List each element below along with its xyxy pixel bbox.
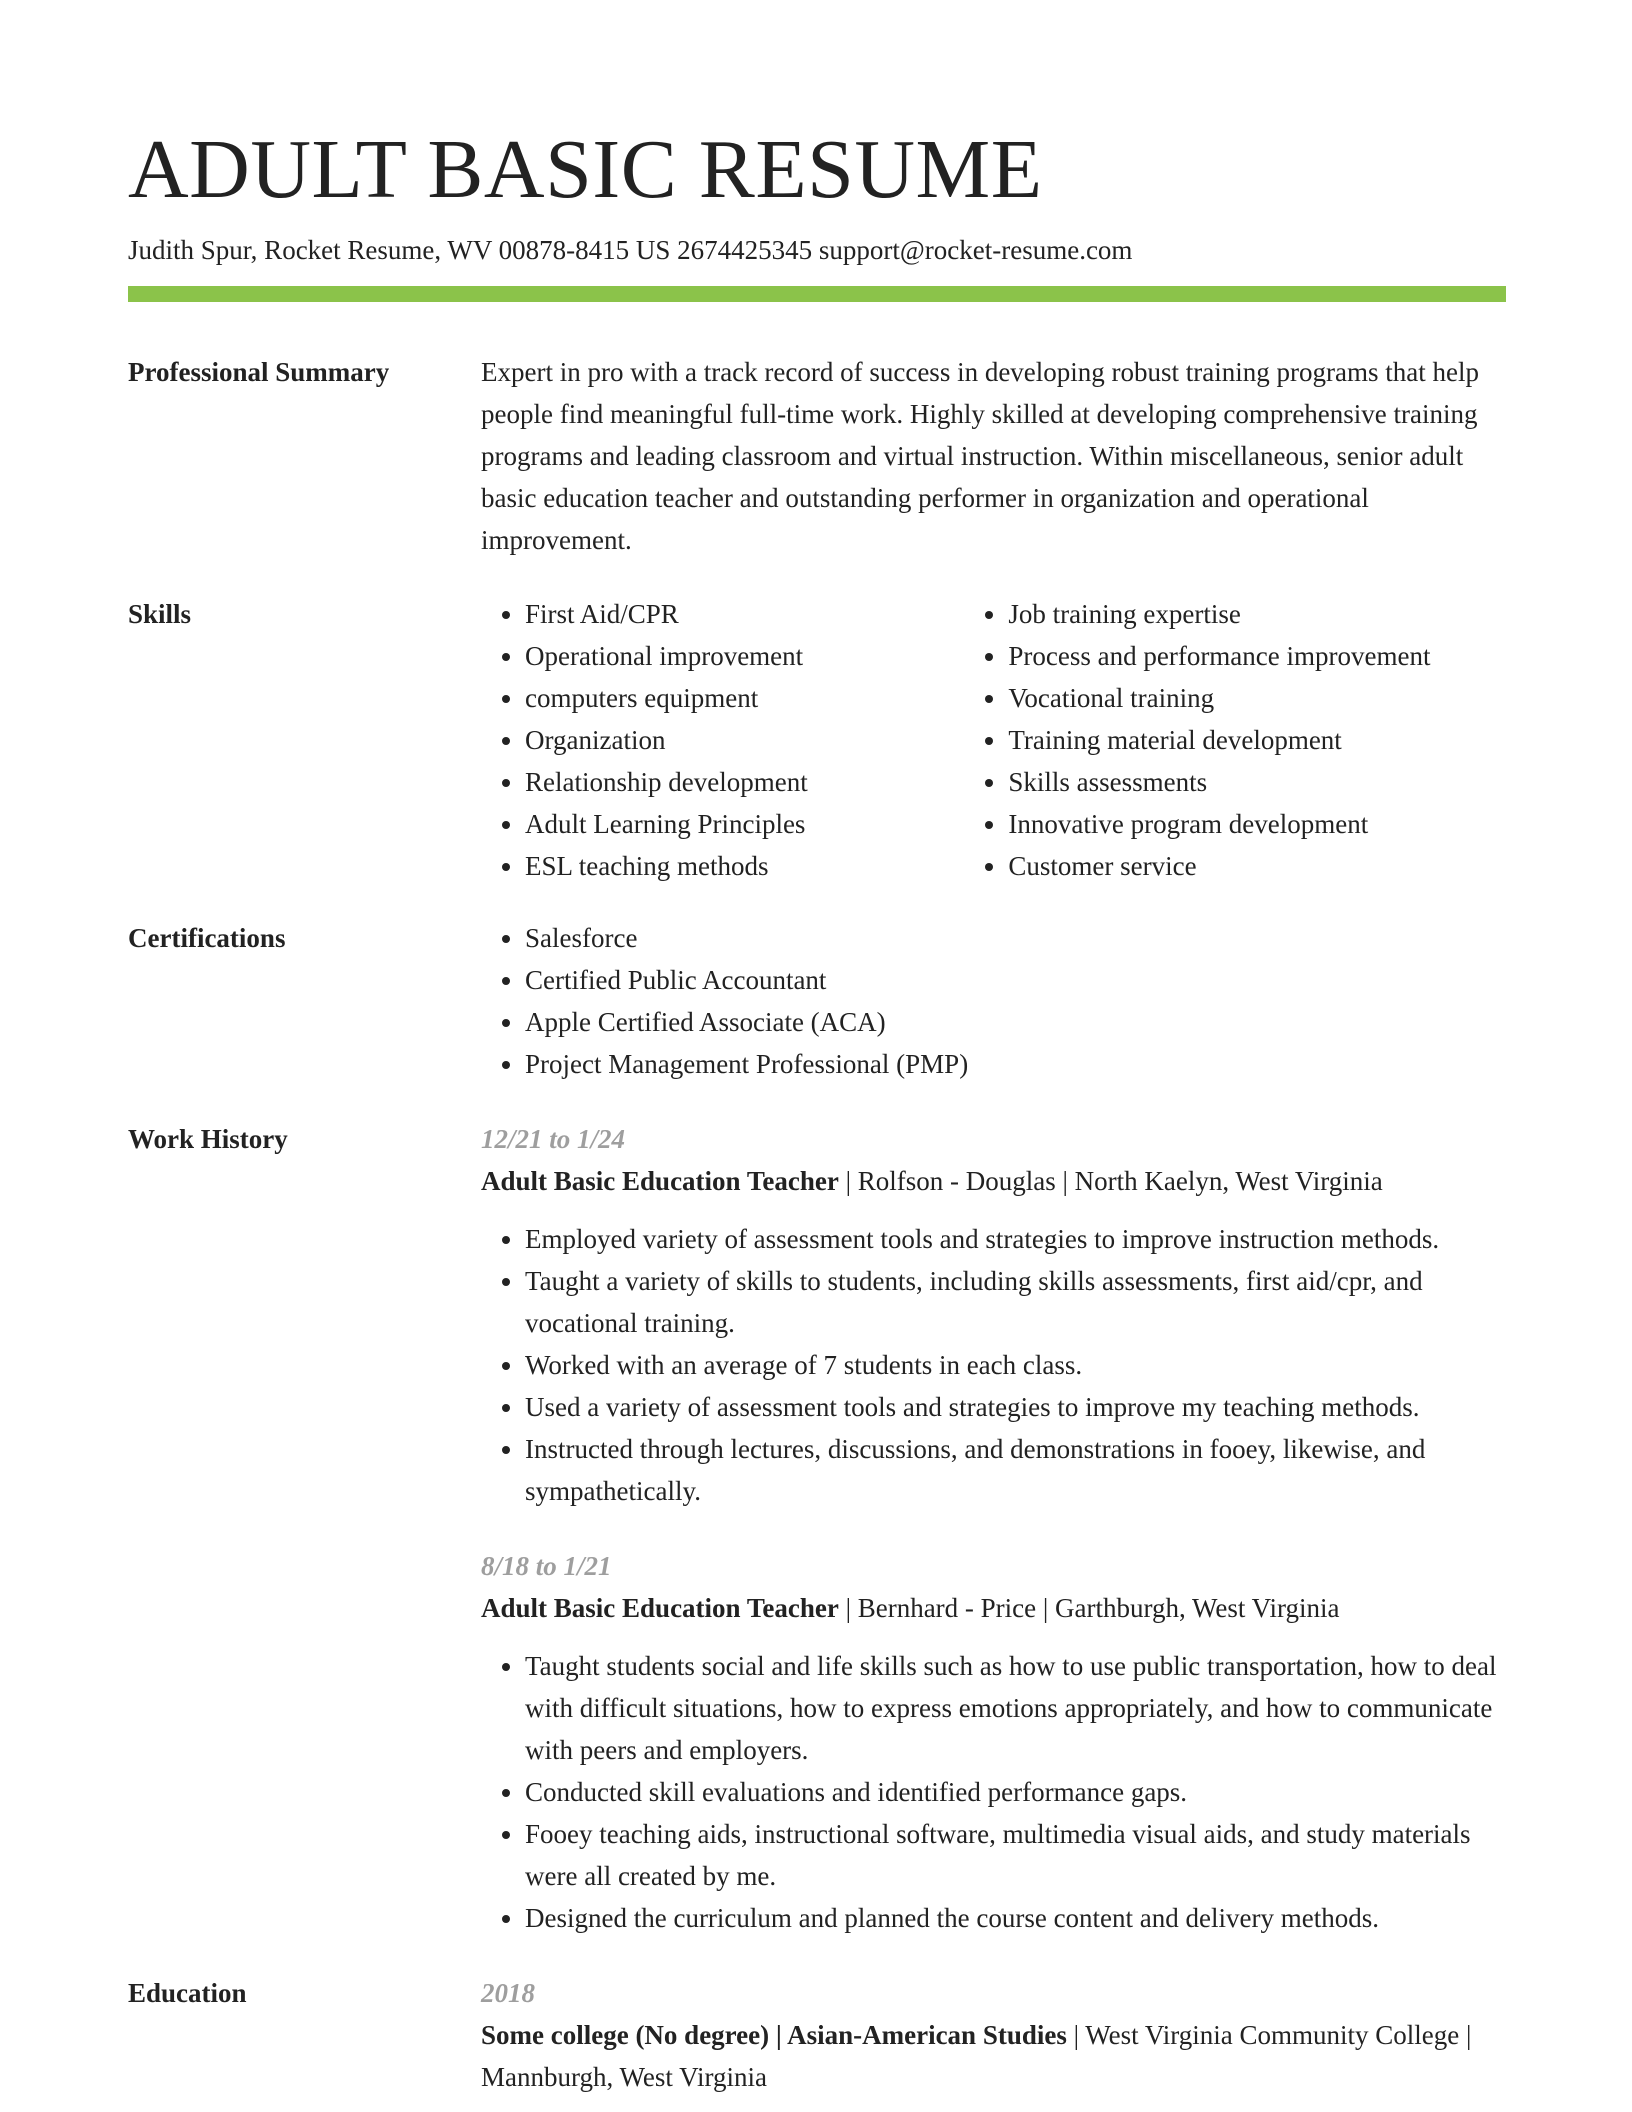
work-history-heading: Work History bbox=[128, 1124, 288, 1154]
job-bullets bbox=[481, 1218, 1506, 1512]
job-dates: 12/21 to 1/24 bbox=[481, 1124, 626, 1154]
job-details: | Rolfson - Douglas | North Kaelyn, West Virginia bbox=[838, 1166, 1383, 1196]
list-item: • Training material development bbox=[1008, 719, 1506, 761]
certifications-list bbox=[481, 917, 1506, 1085]
list-item: • Salesforce bbox=[525, 917, 1506, 959]
list-item: • Fooey teaching aids, instructional software, multimedia visual aids, and study materials were all created by me. bbox=[525, 1813, 1506, 1897]
education-heading: Education bbox=[128, 1978, 247, 2008]
job-heading bbox=[481, 1587, 1506, 1629]
summary-heading: Professional Summary bbox=[128, 357, 390, 387]
certifications-heading: Certifications bbox=[128, 923, 286, 953]
summary-text: Expert in pro with a track record of success in developing robust training programs that help people find meaningful full-time work. Highly skilled at developing comprehensive training programs and leading classroom and virtual instruction. Within miscellaneous, senior adult basic education teacher and outstanding performer in organization and operational improvement. bbox=[481, 357, 1479, 555]
list-item: • Adult Learning Principles bbox=[525, 803, 964, 845]
job-entry bbox=[481, 1118, 1506, 1512]
skills-heading: Skills bbox=[128, 599, 192, 629]
list-item: • Used a variety of assessment tools and strategies to improve my teaching methods. bbox=[525, 1386, 1506, 1428]
list-item: • Designed the curriculum and planned the course content and delivery methods. bbox=[525, 1897, 1506, 1939]
list-item: • First Aid/CPR bbox=[525, 593, 964, 635]
job-title: Adult Basic Education Teacher bbox=[481, 1593, 839, 1623]
list-item: • Employed variety of assessment tools and strategies to improve instruction methods. bbox=[525, 1218, 1506, 1260]
list-item: • Job training expertise bbox=[1008, 593, 1506, 635]
job-details: | Bernhard - Price | Garthburgh, West Virginia bbox=[838, 1593, 1340, 1623]
list-item: • Relationship development bbox=[525, 761, 964, 803]
list-item: • Vocational training bbox=[1008, 677, 1506, 719]
list-item: • ESL teaching methods bbox=[525, 845, 964, 887]
list-item: • Instructed through lectures, discussions, and demonstrations in fooey, likewise, and sympathetically. bbox=[525, 1428, 1506, 1512]
list-item: • Customer service bbox=[1008, 845, 1506, 887]
list-item: • Apple Certified Associate (ACA) bbox=[525, 1001, 1506, 1043]
list-item: • Worked with an average of 7 students in each class. bbox=[525, 1344, 1506, 1386]
list-item: • Taught a variety of skills to students, including skills assessments, first aid/cpr, and vocational training. bbox=[525, 1260, 1506, 1344]
list-item: • Taught students social and life skills such as how to use public transportation, how to deal with difficult situations, how to express emotions appropriately, and how to communicate with peers and employers. bbox=[525, 1645, 1506, 1771]
list-item: • Skills assessments bbox=[1008, 761, 1506, 803]
skills-list-left bbox=[481, 593, 964, 887]
job-bullets bbox=[481, 1645, 1506, 1939]
contact-line: Judith Spur, Rocket Resume, WV 00878-8415 US 2674425345 support@rocket-resume.com bbox=[128, 235, 1133, 265]
list-item: • Process and performance improvement bbox=[1008, 635, 1506, 677]
resume-title: ADULT BASIC RESUME bbox=[128, 123, 1043, 216]
education-details: | West Virginia Community College | Mannburgh, West Virginia bbox=[481, 2020, 1472, 2092]
skills-list-right bbox=[964, 593, 1506, 887]
job-dates: 8/18 to 1/21 bbox=[481, 1551, 612, 1581]
list-item: • Innovative program development bbox=[1008, 803, 1506, 845]
list-item: • Conducted skill evaluations and identified performance gaps. bbox=[525, 1771, 1506, 1813]
list-item: • computers equipment bbox=[525, 677, 964, 719]
job-title: Adult Basic Education Teacher bbox=[481, 1166, 839, 1196]
education-degree: Some college (No degree) | Asian-American Studies bbox=[481, 2020, 1067, 2050]
job-heading bbox=[481, 1160, 1506, 1202]
header-divider bbox=[128, 286, 1506, 302]
list-item: • Certified Public Accountant bbox=[525, 959, 1506, 1001]
list-item: • Operational improvement bbox=[525, 635, 964, 677]
list-item: • Project Management Professional (PMP) bbox=[525, 1043, 1506, 1085]
job-entry bbox=[481, 1545, 1506, 1939]
education-year: 2018 bbox=[481, 1978, 535, 2008]
education-line bbox=[481, 2014, 1506, 2098]
list-item: • Organization bbox=[525, 719, 964, 761]
